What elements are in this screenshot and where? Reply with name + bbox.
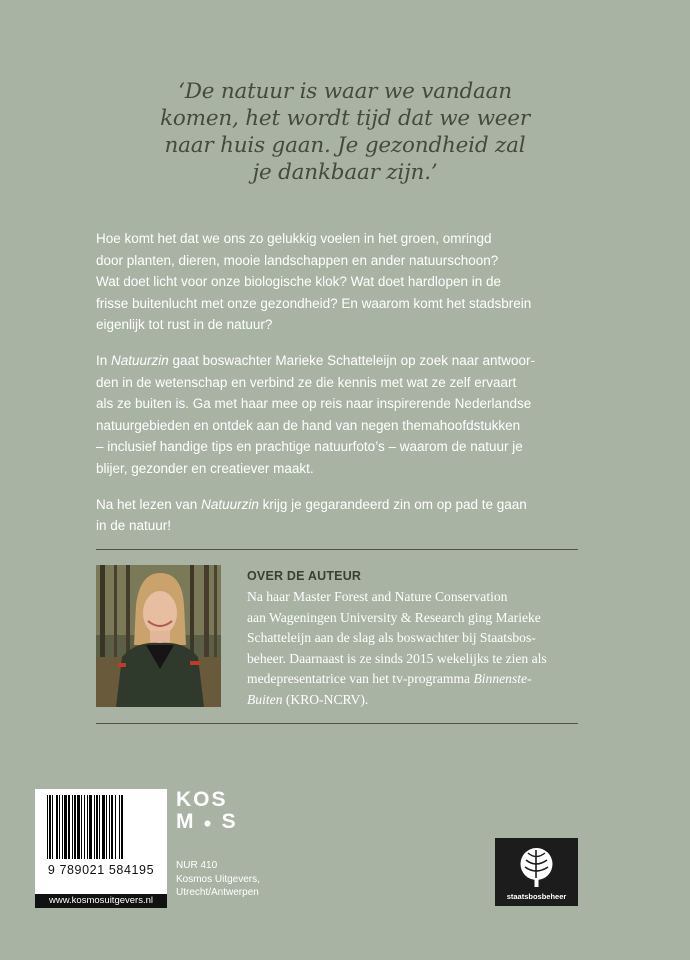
barcode-bar [106,795,107,859]
text-fragment: gaat boswachter Marieke Schatteleijn op zoek naar antwoor- [168,352,535,368]
barcode-bar [94,795,95,859]
text-fragment: (KRO-NCRV). [282,691,369,707]
logo-letter: S [221,810,238,833]
barcode-bar [49,795,51,859]
barcode-bar [96,795,98,859]
blurb-line: door planten, dieren, mooie landschappen en ander natuurschoon? [96,252,499,268]
blurb-line: Hoe komt het dat we ons zo gelukkig voelen in het groen, omringd [96,231,492,246]
barcode-bar [102,795,105,859]
barcode-bar [62,795,63,859]
nur-code: NUR 410 [176,860,218,871]
logo-line: KOS [176,788,228,811]
publisher-info [176,859,260,900]
text-fragment: medepresentatrice van het tv-programma [247,671,474,687]
book-title: Natuurzin [201,496,259,512]
blurb-line: frisse buitenlucht met onze gezondheid? En waarom komt het stadsbrein [96,295,532,311]
barcode-bar [111,795,113,859]
barcode-bar [64,795,67,859]
quote-line: naar huis gaan. Je gezondheid zal [164,133,526,158]
divider-top [96,549,578,550]
blurb-paragraph-3 [96,494,596,537]
barcode-bar [99,795,100,859]
barcode-bars [35,789,167,863]
logo-letter: M [176,810,196,833]
blurb-line: Wat doet licht voor onze biologische klok? Wat doet hardlopen in de [96,274,501,290]
barcode-bar [121,795,123,859]
blurb-line: natuurgebieden en ontdek aan de hand van negen themahoofdstukken [96,417,521,433]
bio-line [247,690,587,711]
barcode-bar [115,795,116,859]
blurb-line: in de natuur! [96,518,172,534]
isbn-number: 9 789021 584195 [47,863,155,877]
barcode-bar [59,795,60,859]
author-bio [247,587,587,711]
program-title: Buiten [247,691,283,707]
kosmos-logo [176,789,240,833]
quote-line: komen, het wordt tijd dat we weer [160,106,530,131]
barcode-bar [68,795,70,859]
text-fragment: krijg je gegarandeerd zin om op pad te gaan [258,496,527,512]
publisher-name: Kosmos Uitgevers, [176,873,260,885]
bio-line: beheer. Daarnaast is ze sinds 2015 wekelijks te zien als [247,650,547,666]
tree-icon [495,838,578,892]
barcode-bar [87,795,88,859]
barcode [35,789,167,906]
barcode-bar [84,795,85,859]
publisher-url: www.kosmosuitgevers.nl [35,894,167,908]
blurb-line [96,350,596,372]
barcode-bar [119,795,120,859]
logo-dot-icon: ● [203,814,214,831]
author-photo [96,565,221,707]
program-title: Binnenste- [473,671,532,687]
blurb [96,228,596,551]
blurb-line [96,494,596,516]
barcode-bar [89,795,92,859]
bio-line: Na haar Master Forest and Nature Conservation [247,589,508,604]
staatsbosbeheer-name: staatsbosbeheer [506,892,567,901]
barcode-bar [52,795,53,859]
back-cover-quote [150,78,540,186]
book-title: Natuurzin [111,352,169,368]
blurb-line: als ze buiten is. Ga met haar mee op reis naar inspirerende Nederlandse [96,396,532,412]
barcode-bar [56,795,58,859]
barcode-bar [72,795,73,859]
author-heading: OVER DE AUTEUR [247,569,362,583]
logo-line [176,811,240,833]
barcode-bar [74,795,76,859]
barcode-bar [77,795,80,859]
blurb-line: – inclusief handige tips en prachtige natuurfoto’s – waarom de natuur je [96,439,523,455]
bio-line: aan Wageningen University & Research ging Marieke [247,609,541,625]
text-fragment: In [96,352,112,368]
blurb-line: blijer, gezonder en creatiever maakt. [96,460,314,476]
divider-bottom [96,723,578,724]
blurb-paragraph-1 [96,228,596,336]
publisher-city: Utrecht/Antwerpen [176,887,259,898]
blurb-line: den in de wetenschap en verbind ze die kennis met wat ze zelf ervaart [96,374,517,390]
barcode-bar [47,795,48,859]
staatsbosbeheer-logo [495,838,578,906]
quote-line: je dankbaar zijn.’ [252,160,438,185]
barcode-bar [109,795,110,859]
barcode-bar [81,795,82,859]
text-fragment: Na het lezen van [96,496,202,512]
bio-line: Schatteleijn aan de slag als boswachter bij Staatsbos- [247,630,536,646]
blurb-paragraph-2 [96,350,596,480]
bio-line [247,669,587,690]
blurb-line: eigenlijk tot rust in de natuur? [96,317,273,333]
author-portrait-image [96,565,221,707]
quote-line: ‘De natuur is waar we vandaan [178,79,512,104]
